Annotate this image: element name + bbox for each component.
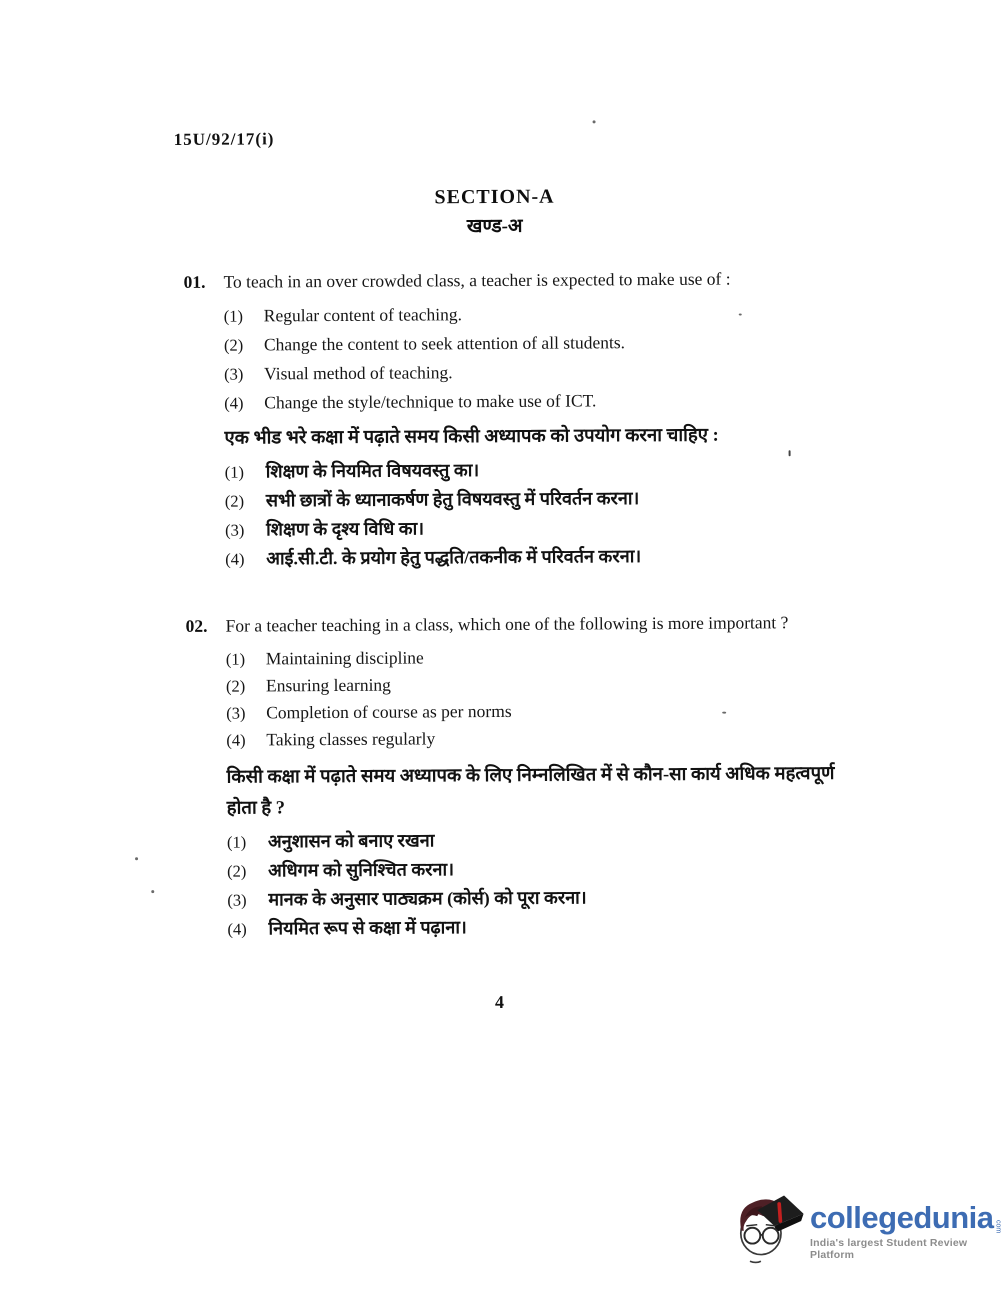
option-number: (1) bbox=[225, 649, 246, 669]
scan-speck bbox=[739, 313, 742, 315]
option-text: Visual method of teaching. bbox=[264, 362, 453, 384]
section-title-english: SECTION-A bbox=[434, 185, 555, 209]
option-row bbox=[187, 824, 852, 857]
scan-speck bbox=[135, 857, 138, 860]
option-row bbox=[184, 385, 849, 418]
option-row bbox=[184, 298, 849, 331]
question-stem-english: For a teacher teaching in a class, which one of the following is more important ? bbox=[225, 612, 789, 636]
option-row bbox=[186, 669, 851, 700]
option-text: सभी छात्रों के ध्यानाकर्षण हेतु विषयवस्तु में परिवर्तन करना। bbox=[265, 488, 640, 511]
page-number: 4 bbox=[494, 991, 504, 1013]
question-02 bbox=[186, 608, 853, 944]
option-number: (2) bbox=[227, 861, 247, 881]
question-stem-row bbox=[183, 264, 848, 296]
option-row bbox=[187, 911, 852, 944]
option-number: (3) bbox=[224, 364, 244, 384]
option-text: अधिगम को सुनिश्चित करना। bbox=[268, 859, 455, 881]
option-number: (3) bbox=[227, 890, 247, 910]
question-stem-english: To teach in an over crowded class, a teacher is expected to make use of : bbox=[223, 268, 731, 292]
option-number: (1) bbox=[226, 832, 247, 852]
option-number: (4) bbox=[225, 549, 245, 569]
question-01 bbox=[183, 264, 850, 574]
option-row bbox=[185, 512, 850, 545]
option-number: (2) bbox=[223, 335, 244, 355]
logo-wordmark: collegedunia bbox=[810, 1200, 994, 1235]
option-text: Change the content to seek attention of all students. bbox=[263, 332, 626, 355]
options-hindi bbox=[185, 454, 851, 574]
question-number: 02. bbox=[185, 615, 208, 636]
logo-wordmark-row bbox=[810, 1200, 1001, 1235]
logo-text-block bbox=[810, 1200, 1001, 1261]
option-text: शिक्षण के नियमित विषयवस्तु का। bbox=[265, 460, 480, 482]
options-english bbox=[186, 642, 852, 754]
section-heading bbox=[0, 183, 991, 241]
question-stem-row bbox=[186, 608, 851, 640]
option-row bbox=[186, 696, 851, 727]
options-english bbox=[184, 298, 850, 418]
collegedunia-logo bbox=[728, 1186, 1001, 1278]
option-row bbox=[184, 327, 849, 360]
option-text: आई.सी.टी. के प्रयोग हेतु पद्धति/तकनीक में परिवर्तन करना। bbox=[266, 546, 642, 569]
paper-code: 15U/92/17(i) bbox=[173, 129, 275, 149]
options-hindi bbox=[187, 824, 853, 944]
question-stem-hindi: किसी कक्षा में पढ़ाते समय अध्यापक के लिए निम्नलिखित में से कौन-सा कार्य अधिक महत्वपूर्ण होता है ? bbox=[226, 763, 835, 819]
scan-speck bbox=[789, 450, 791, 456]
option-row bbox=[187, 882, 852, 915]
question-number: 01. bbox=[183, 271, 206, 292]
option-text: Completion of course as per norms bbox=[266, 700, 512, 723]
logo-tagline: India's largest Student Review Platform bbox=[810, 1237, 968, 1261]
option-row bbox=[185, 483, 850, 516]
option-number: (4) bbox=[224, 393, 244, 413]
scan-speck bbox=[593, 120, 596, 123]
option-number: (2) bbox=[225, 676, 246, 696]
option-number: (4) bbox=[226, 730, 246, 750]
scan-speck bbox=[151, 890, 154, 893]
option-text: अनुशासन को बनाए रखना bbox=[267, 830, 435, 852]
option-number: (3) bbox=[224, 520, 245, 540]
option-row bbox=[184, 356, 849, 389]
option-text: Taking classes regularly bbox=[266, 728, 436, 750]
option-text: Change the style/technique to make use of ICT. bbox=[264, 390, 597, 413]
option-number: (1) bbox=[224, 462, 245, 482]
option-number: (4) bbox=[227, 919, 247, 939]
option-text: Maintaining discipline bbox=[265, 647, 424, 669]
option-row bbox=[187, 853, 852, 886]
option-text: Regular content of teaching. bbox=[263, 304, 463, 326]
question-stem-hindi: एक भीड भरे कक्षा में पढ़ाते समय किसी अध्यापक को उपयोग करना चाहिए : bbox=[224, 425, 719, 449]
scan-speck bbox=[722, 712, 726, 714]
option-row bbox=[185, 454, 850, 487]
option-text: मानक के अनुसार पाठ्यक्रम (कोर्स) को पूरा करना। bbox=[268, 887, 587, 910]
logo-com-suffix: com bbox=[994, 1219, 1001, 1233]
option-row bbox=[186, 642, 851, 673]
option-number: (3) bbox=[226, 703, 246, 723]
option-row bbox=[185, 541, 850, 574]
option-row bbox=[186, 723, 851, 754]
option-text: नियमित रूप से कक्षा में पढ़ाना। bbox=[268, 917, 467, 939]
option-text: Ensuring learning bbox=[265, 674, 391, 696]
option-number: (1) bbox=[223, 306, 244, 326]
option-text: शिक्षण के दृश्य विधि का। bbox=[265, 518, 425, 540]
section-title-hindi: खण्ड-अ bbox=[466, 215, 523, 238]
option-number: (2) bbox=[224, 491, 245, 511]
collegedunia-mascot-icon bbox=[728, 1189, 806, 1275]
